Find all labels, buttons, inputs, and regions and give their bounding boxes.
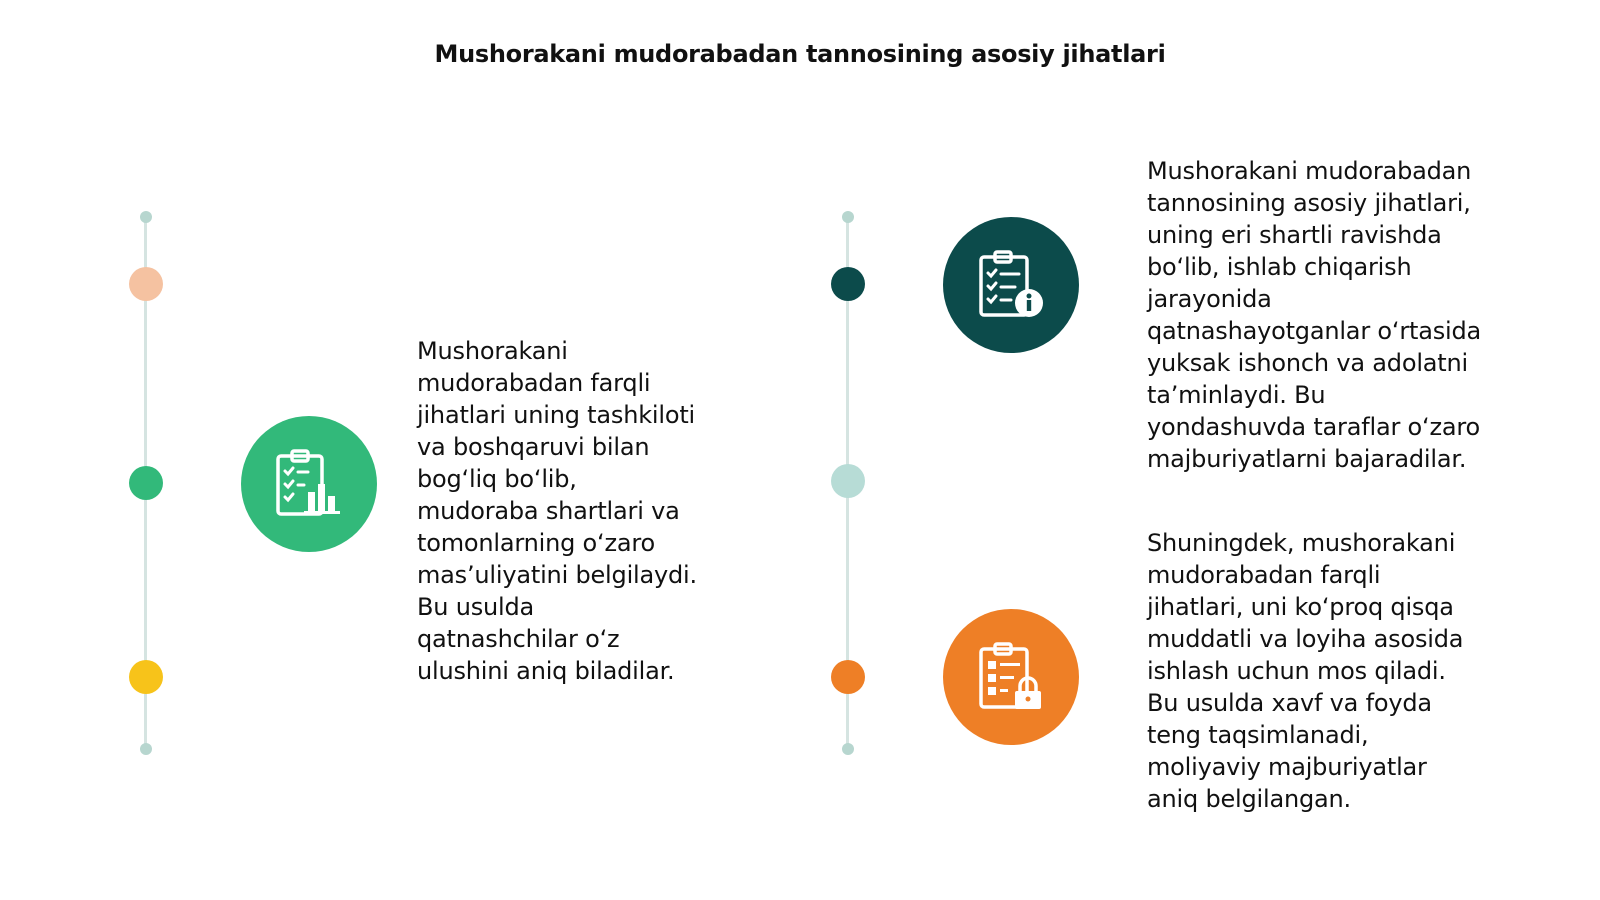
left-icon-circle [241, 416, 377, 552]
text-line: Mushorakani [417, 337, 568, 365]
text-line: muddatli va loyiha asosida [1147, 625, 1464, 653]
text-line: yondashuvda taraflar o‘zaro [1147, 413, 1480, 441]
right-timeline-start-dot [842, 211, 854, 223]
text-line: mudorabadan farqli [1147, 561, 1381, 589]
left-timeline-yellow-dot [129, 660, 163, 694]
text-line: va boshqaruvi bilan [417, 433, 650, 461]
text-line: jihatlari, uni ko‘proq qisqa [1147, 593, 1454, 621]
left-timeline-peach-dot [129, 267, 163, 301]
clipboard-lock-icon [975, 641, 1047, 713]
text-line: aniq belgilangan. [1147, 785, 1351, 813]
left-timeline-end-dot [140, 743, 152, 755]
text-line: jarayonida [1147, 285, 1272, 313]
text-line: uning eri shartli ravishda [1147, 221, 1442, 249]
text-line: moliyaviy majburiyatlar [1147, 753, 1427, 781]
text-line: tomonlarning o‘zaro [417, 529, 655, 557]
text-line: qatnashchilar o‘z [417, 625, 620, 653]
left-timeline-start-dot [140, 211, 152, 223]
text-line: mudorabadan farqli [417, 369, 651, 397]
text-line: mas’uliyatini belgilaydi. [417, 561, 697, 589]
clipboard-info-icon [975, 249, 1047, 321]
text-line: jihatlari uning tashkiloti [417, 401, 695, 429]
text-line: mudoraba shartlari va [417, 497, 680, 525]
right-timeline-light-teal-dot [831, 464, 865, 498]
page-title: Mushorakani mudorabadan tannosining asosiy jihatlari [434, 40, 1166, 68]
text-line: ishlash uchun mos qiladi. [1147, 657, 1446, 685]
right-timeline-orange-dot [831, 660, 865, 694]
text-line: majburiyatlarni bajaradilar. [1147, 445, 1467, 473]
text-line: yuksak ishonch va adolatni [1147, 349, 1468, 377]
right-timeline-dark-teal-dot [831, 267, 865, 301]
text-line: Bu usulda [417, 593, 535, 621]
text-line: ulushini aniq biladilar. [417, 657, 675, 685]
text-line: bog‘liq bo‘lib, [417, 465, 577, 493]
bottom-right-text-block [1147, 527, 1463, 815]
text-line: Shuningdek, mushorakani [1147, 529, 1456, 557]
bottom-right-icon-circle [943, 609, 1079, 745]
right-timeline-end-dot [842, 743, 854, 755]
clipboard-chart-icon [274, 448, 344, 520]
top-right-text-block [1147, 155, 1481, 475]
text-line: teng taqsimlanadi, [1147, 721, 1369, 749]
text-line: ta’minlaydi. Bu [1147, 381, 1326, 409]
top-right-icon-circle [943, 217, 1079, 353]
left-text-block [417, 335, 697, 687]
text-line: bo‘lib, ishlab chiqarish [1147, 253, 1412, 281]
text-line: Mushorakani mudorabadan [1147, 157, 1472, 185]
text-line: Bu usulda xavf va foyda [1147, 689, 1432, 717]
left-timeline-green-dot [129, 466, 163, 500]
text-line: tannosining asosiy jihatlari, [1147, 189, 1471, 217]
text-line: qatnashayotganlar o‘rtasida [1147, 317, 1482, 345]
